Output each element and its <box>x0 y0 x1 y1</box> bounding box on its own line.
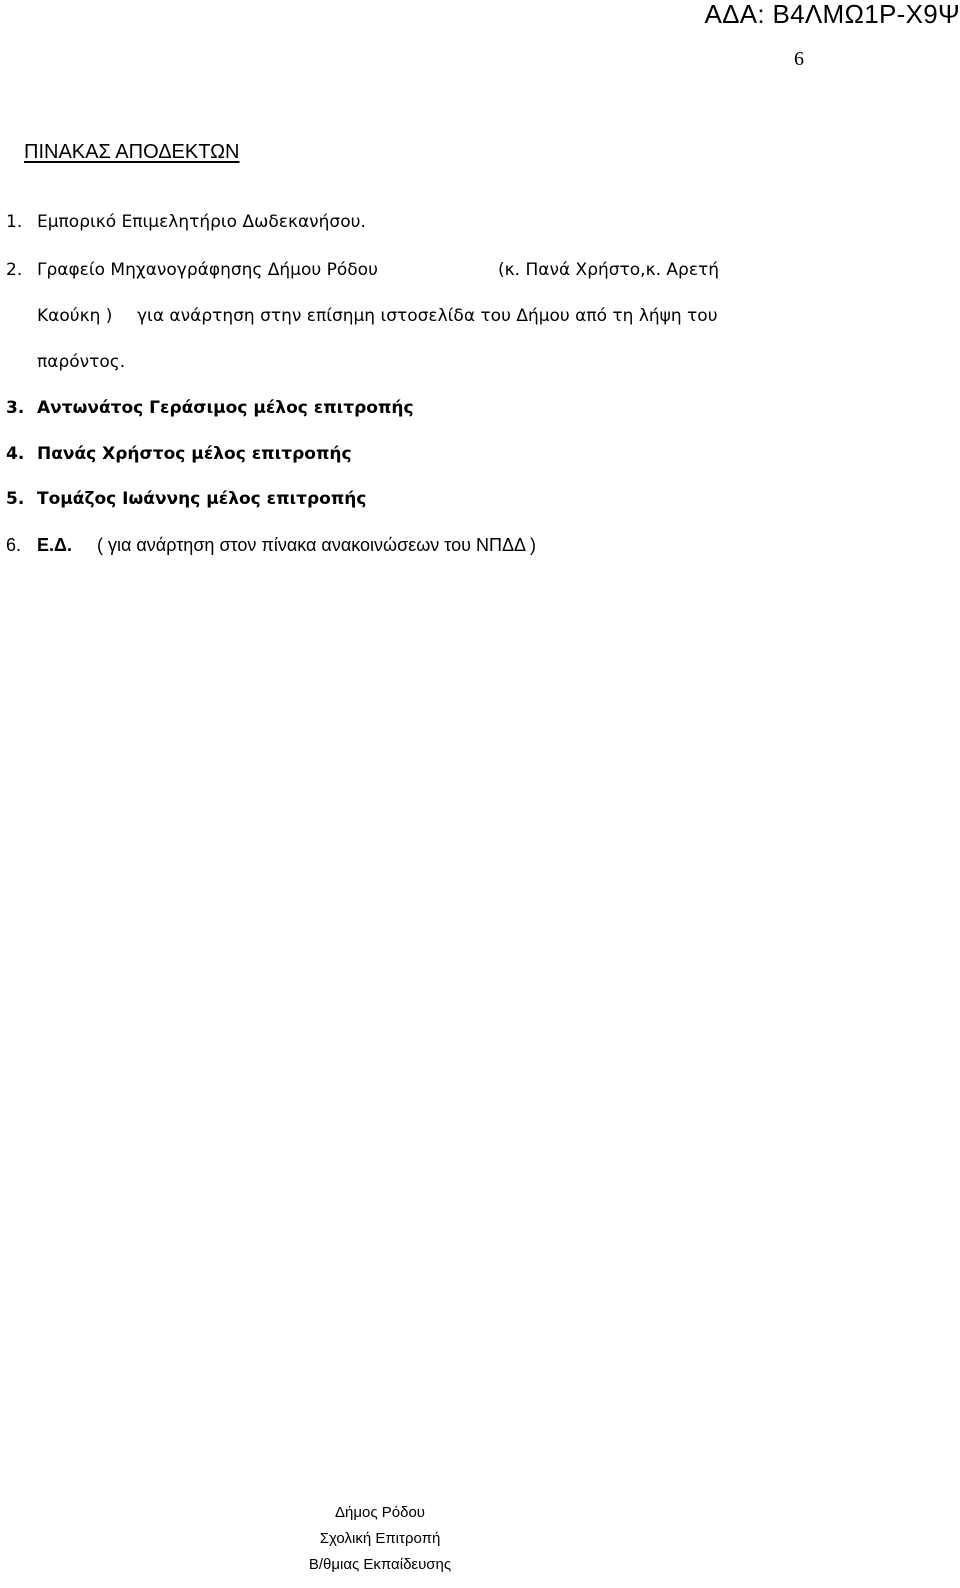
footer <box>0 1500 760 1578</box>
list-item-text: Καούκη ) <box>37 306 113 326</box>
list-item-text: Αντωνάτος Γεράσιμος μέλος επιτροπής <box>37 398 414 418</box>
list-item-number: 6. <box>6 535 22 555</box>
footer-line: Β/θμιας Εκπαίδευσης <box>308 1556 452 1573</box>
list-item-number: 1. <box>6 212 23 232</box>
list-item-text: Ε.Δ. <box>37 535 72 555</box>
list-item-number: 4. <box>6 444 25 464</box>
list-item-text: Τομάζος Ιωάννης μέλος επιτροπής <box>37 489 367 509</box>
list-item-text: (κ. Πανά Χρήστο,κ. Αρετή <box>498 260 720 280</box>
page-number: 6 <box>794 48 804 70</box>
list-item-text: παρόντος. <box>37 352 126 372</box>
ada-code: ΑΔΑ: Β4ΛΜΩ1Ρ-Χ9Ψ <box>704 0 960 29</box>
list-item-number: 3. <box>6 398 25 418</box>
list-item-number: 2. <box>6 260 23 280</box>
list-item-text: Εμπορικό Επιμελητήριο Δωδεκανήσου. <box>37 212 366 232</box>
footer-line: Σχολική Επιτροπή <box>319 1530 441 1547</box>
list-item-text: ( για ανάρτηση στον πίνακα ανακοινώσεων του ΝΠΔΔ ) <box>97 535 537 555</box>
list-item-text: Γραφείο Μηχανογράφησης Δήμου Ρόδου <box>37 260 378 280</box>
list-item-number: 5. <box>6 489 25 509</box>
page-title: ΠΙΝΑΚΑΣ ΑΠΟΔΕΚΤΩΝ <box>24 141 240 163</box>
list-item-text: Πανάς Χρήστος μέλος επιτροπής <box>37 444 352 464</box>
list-item-text: για ανάρτηση στην επίσημη ιστοσελίδα του Δήμου από τη λήψη του <box>137 306 718 326</box>
footer-line: Δήμος Ρόδου <box>335 1504 425 1521</box>
